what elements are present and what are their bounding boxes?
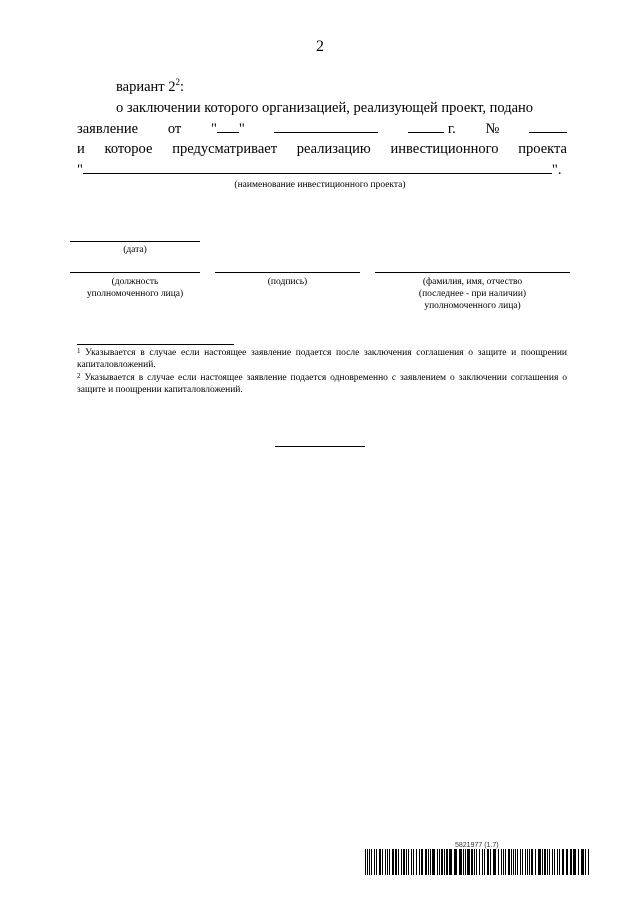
project-name-line: " ". [77,159,567,180]
document-code: 5821977 (1.7) [455,842,499,849]
variant-sup: 2 [175,77,181,87]
word-investicionnogo: инвестиционного [390,141,499,157]
word-ot: от [167,121,182,137]
paragraph-line-2 [77,118,567,139]
footnote-2: $^2$ Указывается в случае если настоящее заявление подается одновременно с заявлением о заключении соглашения о защите и поощрении капиталовложений. [77,372,567,395]
month-field [274,118,378,133]
fio-caption: (фамилия, имя, отчество (последнее - при наличии) уполномоченного лица) [418,277,527,311]
barcode-image [365,849,591,875]
footnote-separator [77,344,234,345]
word-i: и [77,141,85,157]
page-number: 2 [316,38,324,55]
end-separator [275,446,365,447]
position-line [70,272,200,273]
variant-heading [116,72,184,97]
paragraph-line-3 [77,139,567,159]
word-kotoroe: которое [104,141,153,157]
signature-line [215,272,360,273]
word-zayavlenie: заявление [77,121,139,137]
number-field [529,118,567,133]
project-name-caption: (наименование инвестиционного проекта) [234,180,406,190]
position-caption: (должность уполномоченного лица) [86,277,184,299]
variant-label: вариант 2 [116,78,176,95]
word-proekta: проекта [518,141,567,157]
word-predusmatrivaet: предусматривает [172,141,278,157]
fio-line [375,272,570,273]
signature-caption: (подпись) [267,277,308,287]
year-field: г. [408,118,456,139]
variant-colon: : [180,78,185,95]
word-realizaciyu: реализацию [296,141,371,157]
footnote-1: $^1$ Указывается в случае если настоящее заявление подается после заключения соглашения о защите и поощрении капиталовложений. [77,347,567,370]
date-line [70,241,200,242]
date-caption: (дата) [123,245,147,255]
number-sign: № [485,121,500,137]
project-name-field [83,159,552,174]
date-field: " " [211,118,245,139]
paragraph-line-1: о заключении которого организацией, реализующей проект, подано [116,100,534,116]
